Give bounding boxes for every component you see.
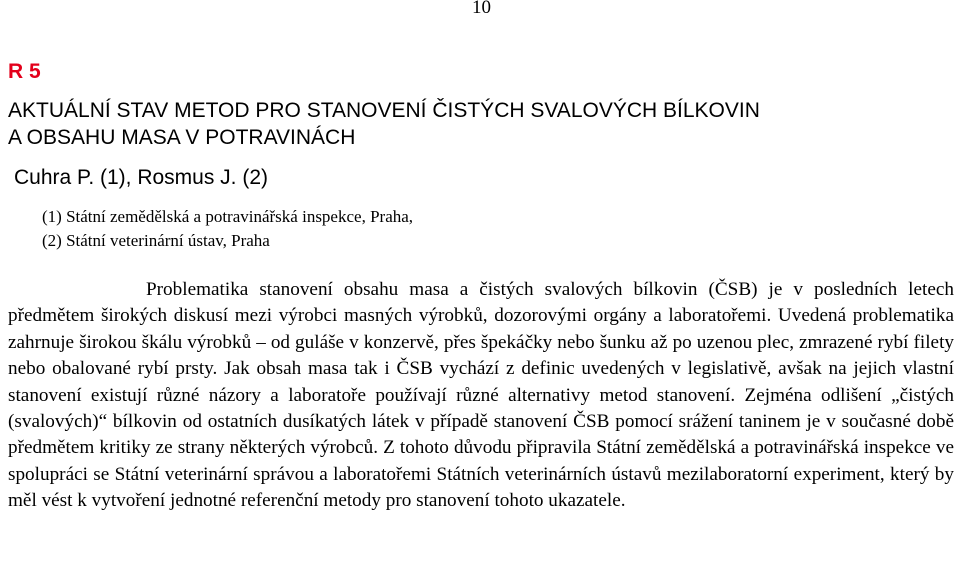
authors: Cuhra P. (1), Rosmus J. (2) (14, 166, 269, 189)
abstract-paragraph: Problematika stanovení obsahu masa a čistých svalových bílkovin (ČSB) je v posledních letech předmětem širokých diskusí mezi výrobci masných výrobků, dozorovými orgány a laboratořemi. Uvedená problematika zahrnuje širokou škálu výrobků – od guláše v konzervě, přes špekáčky nebo šunku až po uzenou plec, zmrazené rybí filety nebo obalované rybí prsty. Jak obsah masa tak i ČSB vychází z definic uvedených v legislativě, avšak na jejich vlastní stanovení existují různé názory a laboratoře používají různé alternativy metod stanovení. Zejména odlišení „čistých (svalových)“ bílkovin od ostatních dusíkatých látek v případě stanovení ČSB pomocí srážení taninem je v současné době předmětem kritiky ze strany některých výrobců. Z tohoto důvodu připravila Státní zemědělská a potravinářská inspekce ve spolupráci se Státní veterinární správou a laboratořemi Státních veterinárních ústavů mezilaboratorní experiment, který by měl vést k vytvoření jednotné referenční metody pro stanovení tohoto ukazatele. (8, 279, 954, 512)
affiliation-1: (1) Státní zemědělská a potravinářská inspekce, Praha, (42, 207, 414, 226)
paper-title (8, 97, 760, 151)
section-code: R 5 (8, 60, 41, 83)
title-line-2: A OBSAHU MASA V POTRAVINÁCH (8, 126, 356, 149)
affiliations (42, 205, 413, 253)
title-line-1: AKTUÁLNÍ STAV METOD PRO STANOVENÍ ČISTÝCH SVALOVÝCH BÍLKOVIN (8, 99, 760, 122)
page-number: 10 (472, 0, 491, 18)
affiliation-2: (2) Státní veterinární ústav, Praha (42, 231, 270, 250)
